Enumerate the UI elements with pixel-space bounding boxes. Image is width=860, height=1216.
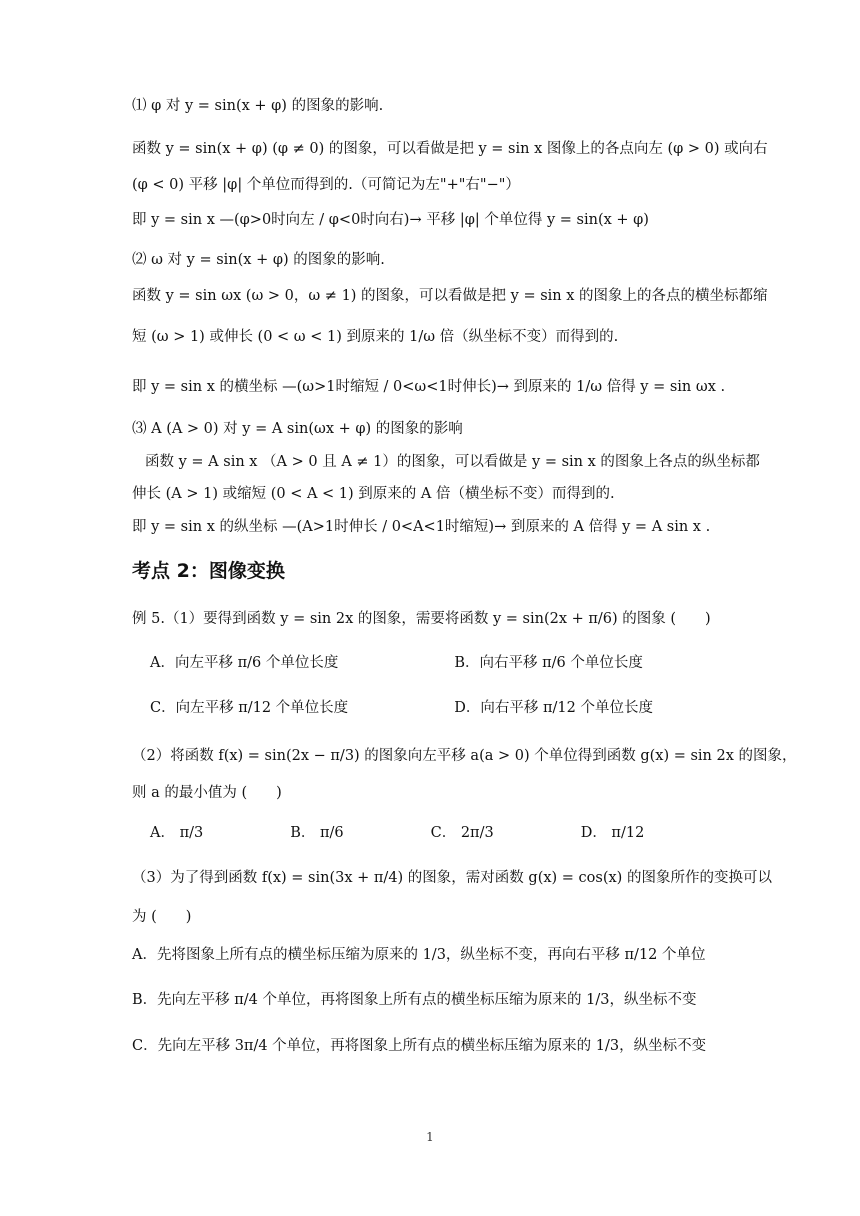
text-line: 伸长 (A > 1) 或缩短 (0 < A < 1) 到原来的 A 倍（横坐标不变）而得到的.: [132, 486, 615, 502]
text-line: ⑴ φ 对 y = sin(x + φ) 的图象的影响.: [132, 98, 384, 114]
option-line: C．先向左平移 3π/4 个单位，再将图象上所有点的横坐标压缩为原来的 1/3，纵坐标不变: [132, 1038, 707, 1054]
option-line: B．先向左平移 π/4 个单位，再将图象上所有点的横坐标压缩为原来的 1/3，纵坐标不变: [132, 992, 697, 1008]
text-line: ⑶ A (A > 0) 对 y = A sin(ωx + φ) 的图象的影响: [132, 421, 463, 437]
option-line: C．向左平移 π/12 个单位长度 D．向右平移 π/12 个单位长度: [150, 700, 653, 716]
text-line: 即 y = sin x 的纵坐标 —(A>1时伸长 / 0<A<1时缩短)→ 到原来的 A 倍得 y = A sin x .: [132, 519, 711, 535]
text-line: ⑵ ω 对 y = sin(x + φ) 的图象的影响.: [132, 252, 385, 268]
text-line: 函数 y = A sin x （A > 0 且 A ≠ 1）的图象，可以看做是 y = sin x 的图象上各点的纵坐标都: [145, 454, 760, 470]
text-line: 即 y = sin x —(φ>0时向左 / φ<0时向右)→ 平移 |φ| 个单位得 y = sin(x + φ): [132, 212, 649, 228]
text-line: 为 ( ): [132, 909, 192, 925]
text-line: 函数 y = sin(x + φ) (φ ≠ 0) 的图象，可以看做是把 y = sin x 图像上的各点向左 (φ > 0) 或向右: [132, 141, 768, 157]
text-line: 例 5.（1）要得到函数 y = sin 2x 的图象，需要将函数 y = sin(2x + π/6) 的图象 ( ): [132, 611, 711, 627]
section-heading: 考点 2：图像变换: [132, 560, 285, 582]
page-number: 1: [426, 1130, 434, 1144]
text-line: 短 (ω > 1) 或伸长 (0 < ω < 1) 到原来的 1/ω 倍（纵坐标不变）而得到的.: [132, 329, 619, 345]
text-line: 函数 y = sin ωx (ω > 0，ω ≠ 1) 的图象，可以看做是把 y = sin x 的图象上的各点的横坐标都缩: [132, 288, 768, 304]
text-line: (φ < 0) 平移 |φ| 个单位而得到的.（可简记为左"+"右"−"）: [132, 177, 520, 193]
text-line: （2）将函数 f(x) = sin(2x − π/3) 的图象向左平移 a(a > 0) 个单位得到函数 g(x) = sin 2x 的图象，: [132, 748, 797, 764]
option-line: A． π/3 B． π/6 C． 2π/3 D． π/12: [150, 825, 645, 841]
text-line: 则 a 的最小值为 ( ): [132, 785, 282, 801]
option-line: A．先将图象上所有点的横坐标压缩为原来的 1/3，纵坐标不变，再向右平移 π/12 个单位: [132, 947, 706, 963]
text-line: （3）为了得到函数 f(x) = sin(3x + π/4) 的图象，需对函数 g(x) = cos(x) 的图象所作的变换可以: [132, 870, 772, 886]
option-line: A．向左平移 π/6 个单位长度 B．向右平移 π/6 个单位长度: [150, 655, 643, 671]
text-line: 即 y = sin x 的横坐标 —(ω>1时缩短 / 0<ω<1时伸长)→ 到原来的 1/ω 倍得 y = sin ωx .: [132, 379, 726, 395]
